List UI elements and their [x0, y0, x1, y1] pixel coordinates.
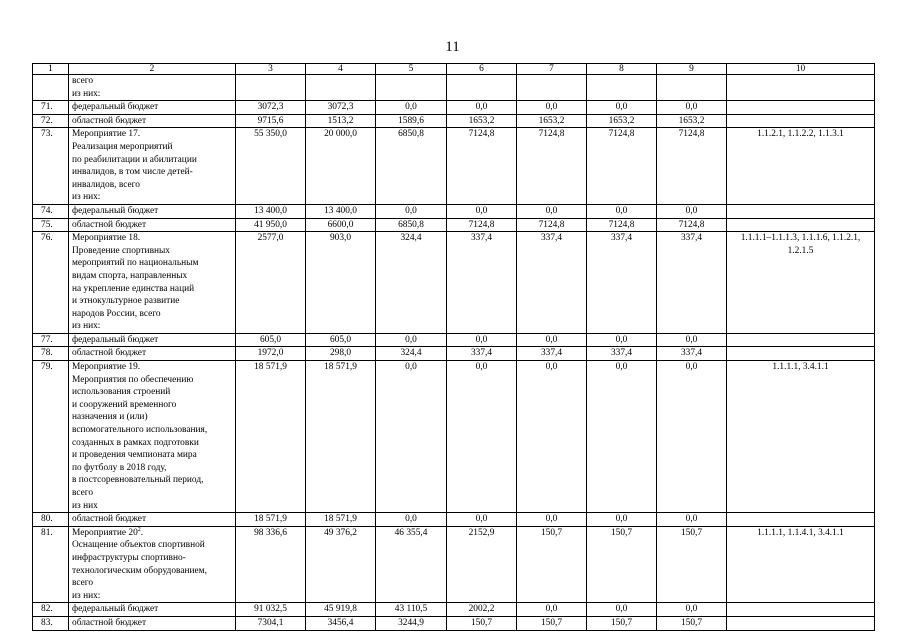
description-text: инфраструктуры спортивно- — [72, 552, 186, 563]
table-row — [33, 513, 875, 527]
row-number: 75. — [33, 218, 69, 232]
description-line — [72, 320, 232, 333]
description-line — [72, 308, 232, 321]
description-text: из них: — [72, 590, 101, 601]
table-row — [33, 101, 875, 115]
value-cell: 337,4 — [657, 232, 727, 334]
value-cell: 7124,8 — [587, 128, 657, 205]
description-line — [72, 245, 232, 258]
header-cell: 9 — [657, 64, 727, 75]
indicator-ref-cell — [727, 101, 875, 115]
value-cell: 7124,8 — [447, 218, 517, 232]
indicator-ref-cell — [727, 513, 875, 527]
description-text: в постсоревновательный период, — [72, 475, 204, 486]
value-cell: 0,0 — [447, 361, 517, 513]
description-text: областной бюджет — [72, 115, 147, 126]
value-cell: 0,0 — [376, 101, 447, 115]
row-description — [69, 603, 236, 617]
description-text: мероприятий по национальным — [72, 258, 199, 269]
value-cell: 18 571,9 — [306, 361, 376, 513]
indicator-ref-cell — [727, 218, 875, 232]
value-cell: 150,7 — [587, 616, 657, 630]
row-number: 76. — [33, 232, 69, 334]
description-line — [72, 449, 232, 462]
value-cell: 0,0 — [447, 101, 517, 115]
description-line — [72, 219, 232, 232]
description-text: из них: — [72, 192, 101, 203]
description-line — [72, 399, 232, 412]
value-cell: 0,0 — [447, 513, 517, 527]
description-line — [72, 411, 232, 424]
page-number: 11 — [445, 39, 460, 55]
row-description — [69, 232, 236, 334]
value-cell: 41 950,0 — [236, 218, 306, 232]
value-cell: 2002,2 — [447, 603, 517, 617]
description-text: созданных в рамках подготовки — [72, 437, 199, 448]
row-description — [69, 218, 236, 232]
value-cell: 337,4 — [447, 347, 517, 361]
value-cell: 324,4 — [376, 347, 447, 361]
value-cell: 0,0 — [587, 333, 657, 347]
row-number: 83. — [33, 616, 69, 630]
row-description — [69, 333, 236, 347]
value-cell: 150,7 — [447, 616, 517, 630]
description-text: инвалидов, в том числе детей- — [72, 167, 193, 178]
value-cell: 0,0 — [587, 513, 657, 527]
description-text: из них: — [72, 321, 101, 332]
header-cell: 5 — [376, 64, 447, 75]
description-line — [72, 154, 232, 167]
indicator-ref-cell: 1.1.1.1–1.1.1.3, 1.1.1.6, 1.1.2.1, 1.2.1.5 — [727, 232, 875, 334]
value-cell: 605,0 — [306, 333, 376, 347]
row-number: 74. — [33, 204, 69, 218]
description-line — [72, 283, 232, 296]
value-cell: 1972,0 — [236, 347, 306, 361]
description-text: Мероприятия по обеспечению — [72, 374, 194, 385]
row-description — [69, 361, 236, 513]
header-row — [33, 64, 875, 75]
row-number: 79. — [33, 361, 69, 513]
indicator-ref-cell — [727, 603, 875, 617]
description-text: из них — [72, 500, 98, 511]
value-cell — [587, 75, 657, 101]
description-text: Мероприятие 17. — [72, 129, 141, 140]
value-cell: 13 400,0 — [236, 204, 306, 218]
description-line — [72, 205, 232, 218]
description-line — [72, 386, 232, 399]
value-cell: 7124,8 — [587, 218, 657, 232]
value-cell: 43 110,5 — [376, 603, 447, 617]
value-cell: 7124,8 — [447, 128, 517, 205]
value-cell: 1653,2 — [587, 114, 657, 128]
header-cell: 1 — [33, 64, 69, 75]
value-cell: 0,0 — [517, 204, 587, 218]
header-cell: 7 — [517, 64, 587, 75]
value-cell: 18 571,9 — [236, 513, 306, 527]
value-cell: 18 571,9 — [306, 513, 376, 527]
description-text: использования строений — [72, 387, 171, 398]
value-cell: 18 571,9 — [236, 361, 306, 513]
description-text: федеральный бюджет — [72, 102, 159, 113]
description-text: областной бюджет — [72, 514, 147, 525]
row-number: 80. — [33, 513, 69, 527]
value-cell: 7124,8 — [517, 218, 587, 232]
value-cell — [657, 75, 727, 101]
value-cell: 1653,2 — [657, 114, 727, 128]
table-row — [33, 526, 875, 603]
value-cell: 45 919,8 — [306, 603, 376, 617]
description-text: и сооружений временного — [72, 399, 177, 410]
description-line — [72, 513, 232, 526]
header-cell: 6 — [447, 64, 517, 75]
description-line: Мероприятие $20^2$. — [72, 526, 144, 538]
indicator-ref-cell: 1.1.2.1, 1.1.2.2, 1.1.3.1 — [727, 128, 875, 205]
value-cell: 98 336,6 — [236, 526, 306, 603]
description-line — [72, 361, 232, 374]
row-description — [69, 526, 236, 603]
value-cell: 0,0 — [657, 101, 727, 115]
description-text: Реализация мероприятий — [72, 141, 173, 152]
description-text: федеральный бюджет — [72, 604, 159, 615]
value-cell: 2577,0 — [236, 232, 306, 334]
description-line — [72, 474, 232, 487]
header-cell: 4 — [306, 64, 376, 75]
description-text: технологическим оборудованием, — [72, 565, 207, 576]
value-cell: 0,0 — [657, 603, 727, 617]
value-cell: 3456,4 — [306, 616, 376, 630]
value-cell: 0,0 — [376, 513, 447, 527]
value-cell: 7124,8 — [657, 128, 727, 205]
row-description — [69, 101, 236, 115]
value-cell: 903,0 — [306, 232, 376, 334]
value-cell: 337,4 — [587, 232, 657, 334]
value-cell: 0,0 — [657, 333, 727, 347]
value-cell: 337,4 — [447, 232, 517, 334]
description-line — [72, 487, 232, 500]
indicator-ref-cell — [727, 75, 875, 101]
value-cell: 150,7 — [517, 526, 587, 603]
table-row — [33, 333, 875, 347]
value-cell: 0,0 — [447, 333, 517, 347]
value-cell: 1653,2 — [517, 114, 587, 128]
value-cell: 3244,9 — [376, 616, 447, 630]
indicator-ref-cell: 1.1.1.1, 1.1.4.1, 3.4.1.1 — [727, 526, 875, 603]
indicator-ref-cell: 1.1.1.1, 3.4.1.1 — [727, 361, 875, 513]
value-cell: 55 350,0 — [236, 128, 306, 205]
value-cell: 9715,6 — [236, 114, 306, 128]
value-cell: 0,0 — [517, 333, 587, 347]
value-cell: 150,7 — [657, 526, 727, 603]
description-line — [72, 603, 232, 616]
description-line — [72, 590, 232, 603]
description-line — [72, 75, 232, 88]
description-line — [72, 462, 232, 475]
value-cell — [306, 75, 376, 101]
table-row — [33, 347, 875, 361]
indicator-ref-cell — [727, 616, 875, 630]
value-cell: 1589,6 — [376, 114, 447, 128]
value-cell: 6850,8 — [376, 218, 447, 232]
value-cell — [517, 75, 587, 101]
description-line — [72, 539, 232, 552]
value-cell: 1513,2 — [306, 114, 376, 128]
row-number: 72. — [33, 114, 69, 128]
value-cell: 0,0 — [447, 204, 517, 218]
table-body — [33, 75, 875, 631]
description-text: и этнокультурное развитие — [72, 296, 180, 307]
value-cell: 91 032,5 — [236, 603, 306, 617]
indicator-ref-cell — [727, 333, 875, 347]
header-cell: 10 — [727, 64, 875, 75]
description-line — [72, 500, 232, 513]
description-line — [72, 179, 232, 192]
description-line — [72, 257, 232, 270]
row-description — [69, 128, 236, 205]
description-text: областной бюджет — [72, 219, 147, 230]
table-row — [33, 603, 875, 617]
value-cell: 605,0 — [236, 333, 306, 347]
description-line — [72, 374, 232, 387]
value-cell: 0,0 — [657, 204, 727, 218]
value-cell: 3072,3 — [306, 101, 376, 115]
table-row — [33, 232, 875, 334]
row-description — [69, 204, 236, 218]
indicator-ref-cell — [727, 347, 875, 361]
description-text: по футболу в 2018 году, — [72, 462, 167, 473]
description-text: областной бюджет — [72, 348, 147, 359]
description-text: федеральный бюджет — [72, 334, 159, 345]
header-cell: 2 — [69, 64, 236, 75]
description-line — [72, 424, 232, 437]
value-cell: 7124,8 — [657, 218, 727, 232]
value-cell: 2152,9 — [447, 526, 517, 603]
value-cell: 46 355,4 — [376, 526, 447, 603]
description-text: по реабилитации и абилитации — [72, 154, 197, 165]
header-cell: 8 — [587, 64, 657, 75]
value-cell: 6600,0 — [306, 218, 376, 232]
value-cell — [376, 75, 447, 101]
description-line — [72, 565, 232, 578]
description-text: назначения и (или) — [72, 412, 148, 423]
value-cell: 49 376,2 — [306, 526, 376, 603]
description-text: Мероприятие 19. — [72, 362, 141, 373]
value-cell: 0,0 — [587, 603, 657, 617]
description-text: Мероприятие 18. — [72, 233, 141, 244]
value-cell: 3072,3 — [236, 101, 306, 115]
description-text: всего — [72, 488, 94, 498]
description-line — [72, 141, 232, 154]
value-cell: 0,0 — [587, 204, 657, 218]
description-text: народов России, всего — [72, 308, 161, 319]
value-cell: 0,0 — [517, 603, 587, 617]
row-number: 71. — [33, 101, 69, 115]
value-cell: 150,7 — [587, 526, 657, 603]
description-line — [72, 270, 232, 283]
value-cell: 7124,8 — [517, 128, 587, 205]
value-cell: 0,0 — [517, 101, 587, 115]
value-cell: 0,0 — [376, 204, 447, 218]
table-row — [33, 75, 875, 101]
value-cell — [447, 75, 517, 101]
value-cell: 0,0 — [517, 513, 587, 527]
value-cell — [236, 75, 306, 101]
value-cell: 150,7 — [657, 616, 727, 630]
description-line — [72, 232, 232, 245]
header-cell: 3 — [236, 64, 306, 75]
value-cell: 6850,8 — [376, 128, 447, 205]
description-text: всего — [72, 578, 94, 589]
description-line — [72, 552, 232, 565]
description-line — [72, 437, 232, 450]
footnote-marker: 2 — [137, 526, 141, 533]
indicator-ref-cell — [727, 114, 875, 128]
row-number: 82. — [33, 603, 69, 617]
value-cell: 324,4 — [376, 232, 447, 334]
value-cell: 337,4 — [587, 347, 657, 361]
value-cell: 20 000,0 — [306, 128, 376, 205]
description-text: Проведение спортивных — [72, 245, 170, 256]
value-cell: 0,0 — [376, 333, 447, 347]
description-line — [72, 101, 232, 114]
description-text: всего — [72, 76, 94, 86]
description-line — [72, 166, 232, 179]
value-cell: 337,4 — [517, 232, 587, 334]
description-text: инвалидов, всего — [72, 179, 140, 190]
value-cell: 1653,2 — [447, 114, 517, 128]
table-row — [33, 218, 875, 232]
table-row — [33, 128, 875, 205]
row-description — [69, 513, 236, 527]
description-line — [72, 88, 232, 101]
row-description — [69, 75, 236, 101]
description-line — [72, 128, 232, 141]
description-text: Оснащение объектов спортивной — [72, 540, 205, 551]
description-line — [72, 334, 232, 347]
table-row — [33, 204, 875, 218]
description-text: из них: — [72, 88, 101, 99]
description-text: федеральный бюджет — [72, 205, 159, 216]
description-line — [72, 617, 232, 630]
description-text: видам спорта, направленных — [72, 270, 188, 281]
value-cell: 13 400,0 — [306, 204, 376, 218]
value-cell: 150,7 — [517, 616, 587, 630]
description-line — [72, 191, 232, 204]
row-description — [69, 114, 236, 128]
row-number: 77. — [33, 333, 69, 347]
value-cell: 298,0 — [306, 347, 376, 361]
table-row — [33, 616, 875, 630]
value-cell: 337,4 — [517, 347, 587, 361]
description-line — [72, 347, 232, 360]
row-number: 81. — [33, 526, 69, 603]
value-cell: 0,0 — [376, 361, 447, 513]
value-cell: 0,0 — [517, 361, 587, 513]
row-description — [69, 616, 236, 630]
description-text: областной бюджет — [72, 617, 147, 628]
row-description — [69, 347, 236, 361]
value-cell: 0,0 — [657, 513, 727, 527]
value-cell: 7304,1 — [236, 616, 306, 630]
indicator-ref-cell — [727, 204, 875, 218]
row-number: 73. — [33, 128, 69, 205]
table-row — [33, 361, 875, 513]
row-number — [33, 75, 69, 101]
table-row — [33, 114, 875, 128]
value-cell: 0,0 — [587, 361, 657, 513]
description-line — [72, 295, 232, 308]
value-cell: 337,4 — [657, 347, 727, 361]
description-text: на укрепление единства наций — [72, 283, 195, 294]
row-number: 78. — [33, 347, 69, 361]
description-text: Мероприятие 20 — [72, 527, 138, 538]
description-text: вспомогательного использования, — [72, 425, 208, 436]
description-line — [72, 577, 232, 590]
value-cell: 0,0 — [587, 101, 657, 115]
budget-table — [32, 63, 875, 631]
value-cell: 0,0 — [657, 361, 727, 513]
description-text: и проведения чемпионата мира — [72, 450, 197, 461]
description-line — [72, 115, 232, 128]
